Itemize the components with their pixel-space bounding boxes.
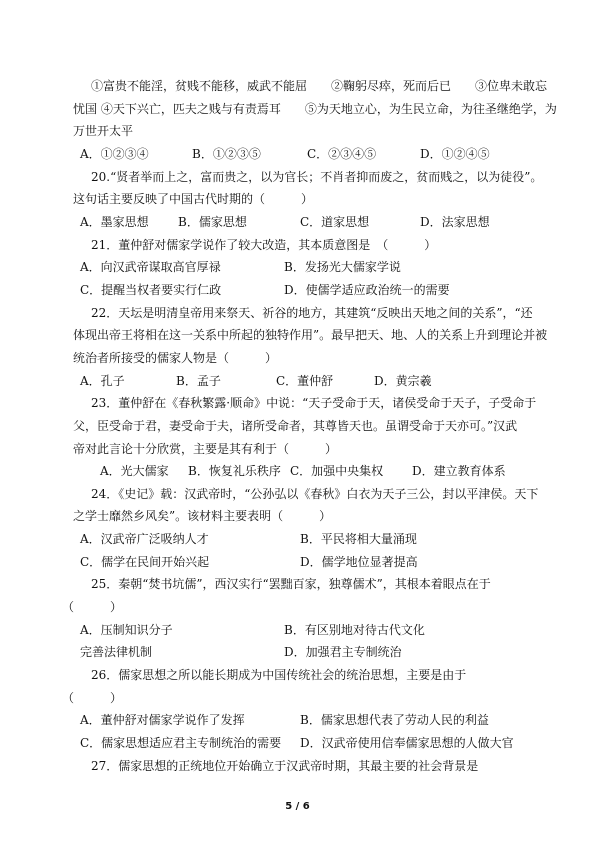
option-d: D．黄宗羲 bbox=[374, 374, 432, 388]
question-21-line-1: 21．董仲舒对儒家学说作了较大改造，其本质意图是 （ ） bbox=[91, 238, 437, 252]
option-b: B．孟子 bbox=[176, 374, 221, 388]
option-a: A．①②③④ bbox=[80, 147, 149, 161]
page-number: 5 / 6 bbox=[285, 801, 310, 812]
question-22-line-2: 体现出帝王将相在这一关系中所起的独特作用”。最早把天、地、人的关系上升到理论并被 bbox=[73, 328, 548, 342]
option-b: B．儒家思想 bbox=[178, 215, 247, 229]
question-26-line-1: 26．儒家思想之所以能长期成为中国传统社会的统治思想，主要是由于 bbox=[91, 668, 467, 682]
option-a: A．向汉武帝谋取高官厚禄 bbox=[80, 260, 221, 274]
question-22-line-3: 统治者所接受的儒家人物是（ ） bbox=[73, 351, 278, 365]
question-23-line-3: 帝对此言论十分欣赏，主要是其有利于（ ） bbox=[73, 442, 338, 456]
question-20-line-1: 20.“贤者举而上之，富而贵之，以为官长；不肖者抑而废之，贫而贱之，以为徒役”。 bbox=[91, 170, 543, 184]
option-a: A．孔子 bbox=[80, 374, 125, 388]
option-a: A．墨家思想 bbox=[80, 215, 149, 229]
question-23-line-1: 23．董仲舒在《春秋繁露·顺命》中说：“天子受命于天，诸侯受命于天子，子受命于 bbox=[91, 396, 537, 410]
option-d: D．建立教育体系 bbox=[412, 464, 506, 478]
option-c: C．②③④⑤ bbox=[307, 147, 377, 161]
option-c: C．董仲舒 bbox=[276, 374, 334, 388]
option-a: A．压制知识分子 bbox=[80, 623, 173, 637]
option-b: B．平民将相大量涌现 bbox=[300, 532, 417, 546]
question-23-line-2: 父，臣受命于君，妻受命于夫，诸所受命者，其尊皆天也。虽谓受命于天亦可。”汉武 bbox=[73, 419, 518, 433]
option-b: B．儒家思想代表了劳动人民的利益 bbox=[300, 713, 489, 727]
option-c: C．提醒当权者要实行仁政 bbox=[80, 283, 222, 297]
option-c: 完善法律机制 bbox=[80, 645, 153, 659]
option-c: C．儒家思想适应君主专制统治的需要 bbox=[80, 736, 282, 750]
option-d: D．①②④⑤ bbox=[420, 147, 490, 161]
option-d: D．加强君主专制统治 bbox=[284, 645, 402, 659]
option-d: D．使儒学适应政治统一的需要 bbox=[284, 283, 450, 297]
question-24-line-1: 24．《史记》载：汉武帝时，“公孙弘以《春秋》白衣为天子三公，封以平津侯。天下 bbox=[91, 487, 539, 501]
option-b: B．发扬光大儒家学说 bbox=[284, 260, 401, 274]
option-a: A．董仲舒对儒家学说作了发挥 bbox=[80, 713, 245, 727]
option-c: C．加强中央集权 bbox=[290, 464, 384, 478]
option-b: B．①②③⑤ bbox=[192, 147, 261, 161]
option-a: A．汉武帝广泛吸纳人才 bbox=[80, 532, 209, 546]
question-25-line-2: （ ） bbox=[62, 600, 123, 614]
question-24-line-2: 之学士靡然乡风矣”。该材料主要表明（ ） bbox=[73, 509, 332, 523]
question-26-line-2: （ ） bbox=[62, 691, 123, 705]
question-27-line-1: 27．儒家思想的正统地位开始确立于汉武帝时期，其最主要的社会背景是 bbox=[91, 759, 479, 773]
question-25-line-1: 25．秦朝“焚书坑儒”，西汉实行“罢黜百家，独尊儒术”，其根本着眼点在于 bbox=[91, 577, 491, 591]
option-c: C．道家思想 bbox=[300, 215, 370, 229]
question-22-line-1: 22．天坛是明清皇帝用来祭天、祈谷的地方，其建筑“反映出天地之间的关系”，“还 bbox=[91, 306, 533, 320]
statement-line-1: ①富贵不能淫，贫贱不能移，威武不能屈 ②鞠躬尽瘁，死而后已 ③位卑未敢忘 bbox=[91, 79, 548, 93]
question-20-line-2: 这句话主要反映了中国古代时期的（ ） bbox=[73, 192, 314, 206]
statement-line-3: 万世开太平 bbox=[73, 124, 134, 138]
option-d: D．汉武帝使用信奉儒家思想的人做大官 bbox=[300, 736, 514, 750]
option-d: D．儒学地位显著提高 bbox=[300, 555, 418, 569]
statement-line-2: 忧国 ④天下兴亡，匹夫之贱与有责焉耳 ⑤为天地立心，为生民立命，为往圣继绝学，为 bbox=[73, 102, 557, 116]
option-b: B．有区别地对待古代文化 bbox=[284, 623, 425, 637]
option-a: A．光大儒家 bbox=[100, 464, 169, 478]
option-c: C．儒学在民间开始兴起 bbox=[80, 555, 210, 569]
option-b: B．恢复礼乐秩序 bbox=[188, 464, 281, 478]
option-d: D．法家思想 bbox=[420, 215, 490, 229]
